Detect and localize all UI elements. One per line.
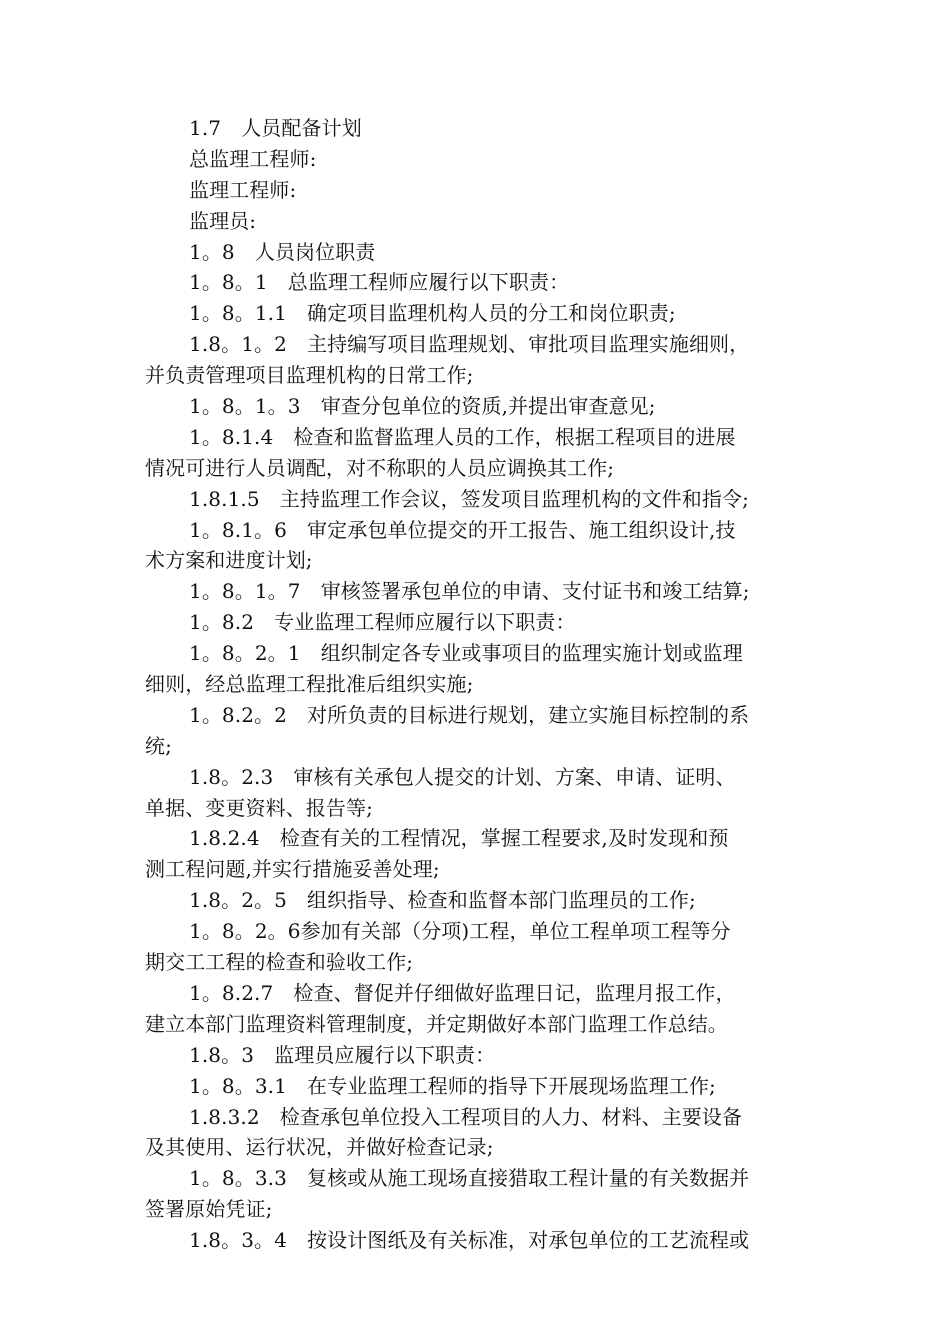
text-line: 1.8。1。2 主持编写项目监理规划、审批项目监理实施细则，: [189, 332, 750, 357]
text-line: 1。8.1.4 检查和监督监理人员的工作，根据工程项目的进展: [189, 424, 736, 449]
text-line: 总监理工程师:: [189, 146, 317, 171]
text-line: 1.8。3 监理员应履行以下职责：: [189, 1042, 496, 1067]
text-line: 并负责管理项目监理机构的日常工作;: [145, 363, 474, 388]
text-line: 建立本部门监理资料管理制度，并定期做好本部门监理工作总结。: [145, 1011, 728, 1036]
text-line: 术方案和进度计划;: [145, 548, 313, 573]
text-line: 监理员:: [189, 208, 257, 233]
text-line: 1.7 人员配备计划: [189, 116, 362, 140]
text-line: 1。8.1。6 审定承包单位提交的开工报告、施工组织设计,技: [189, 517, 736, 542]
text-line: 1。8。1.1 确定项目监理机构人员的分工和岗位职责;: [189, 301, 676, 326]
text-line: 1.8.3.2 检查承包单位投入工程项目的人力、材料、主要设备: [189, 1104, 743, 1129]
text-line: 单据、变更资料、报告等;: [145, 795, 373, 820]
text-line: 签署原始凭证;: [145, 1197, 273, 1222]
text-line: 1.8。3。4 按设计图纸及有关标准，对承包单位的工艺流程或: [189, 1228, 750, 1253]
text-line: 1。8。1。7 审核签署承包单位的申请、支付证书和竣工结算;: [189, 579, 750, 604]
text-line: 1。8。3.3 复核或从施工现场直接猎取工程计量的有关数据并: [189, 1166, 750, 1191]
document-body: [145, 113, 813, 1256]
text-line: 1.8。2.3 审核有关承包人提交的计划、方案、申请、证明、: [189, 764, 736, 789]
text-line: 1。8.2。2 对所负责的目标进行规划，建立实施目标控制的系: [189, 702, 750, 727]
text-line: 1。8。2。1 组织制定各专业或事项目的监理实施计划或监理: [189, 641, 743, 666]
text-line: 监理工程师:: [189, 177, 297, 202]
text-line: 1.8。2。5 组织指导、检查和监督本部门监理员的工作;: [189, 888, 696, 913]
text-line: 期交工工程的检查和验收工作;: [145, 950, 414, 975]
text-line: 及其使用、运行状况，并做好检查记录;: [145, 1135, 494, 1160]
text-line: 统;: [145, 733, 172, 758]
text-line: 情况可进行人员调配，对不称职的人员应调换其工作;: [145, 455, 615, 480]
text-line: 1。8 人员岗位职责: [189, 239, 376, 264]
text-line: 1。8。3.1 在专业监理工程师的指导下开展现场监理工作;: [189, 1073, 716, 1098]
text-line: 细则，经总监理工程批准后组织实施;: [145, 672, 474, 697]
text-line: 1。8。1 总监理工程师应履行以下职责：: [189, 270, 570, 295]
text-line: 1.8.2.4 检查有关的工程情况，掌握工程要求,及时发现和预: [189, 826, 729, 851]
text-line: 1。8。1。3 审查分包单位的资质,并提出审查意见;: [189, 394, 656, 419]
text-line: 1。8.2 专业监理工程师应履行以下职责：: [189, 610, 576, 635]
text-line: 1.8.1.5 主持监理工作会议，签发项目监理机构的文件和指令;: [189, 486, 749, 511]
text-line: 测工程问题,并实行措施妥善处理;: [145, 857, 440, 882]
text-line: 1。8。2。6参加有关部（分项)工程，单位工程单项工程等分: [189, 919, 731, 944]
text-line: 1。8.2.7 检查、督促并仔细做好监理日记，监理月报工作，: [189, 980, 736, 1005]
